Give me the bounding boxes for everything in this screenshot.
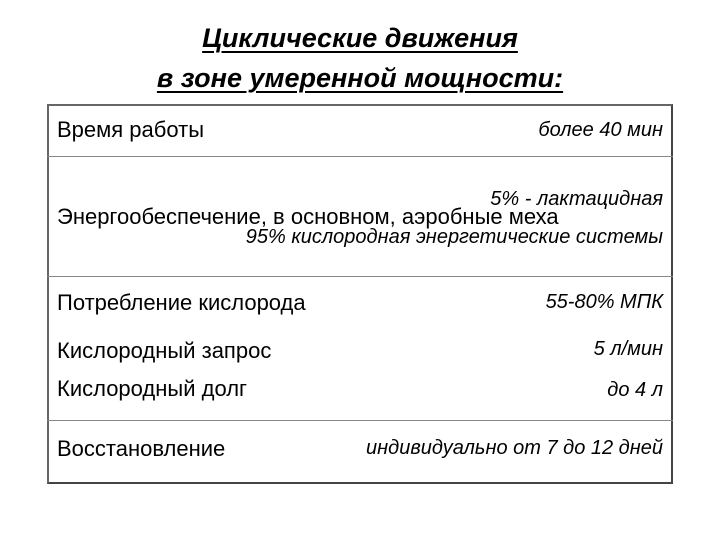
value-energy-line-1: 5% - лактацидная — [490, 188, 663, 210]
label-recovery: Восстановление — [57, 436, 226, 461]
value-work-time: более 40 мин — [538, 119, 663, 141]
value-recovery: индивидуально от 7 до 12 дней — [366, 437, 663, 459]
value-oxygen-consumption: 55-80% МПК — [545, 291, 663, 313]
slide-title — [0, 18, 720, 98]
label-work-time: Время работы — [57, 117, 205, 142]
value-energy-line-2: 95% кислородная энергетические системы — [245, 226, 663, 248]
label-energy-supply: Энергообеспечение, в основном, аэробные меха — [57, 204, 559, 229]
title-line-2: в зоне умеренной мощности: — [156, 63, 564, 93]
value-oxygen-demand: 5 л/мин — [593, 338, 663, 360]
label-oxygen-demand: Кислородный запрос — [57, 338, 272, 363]
row-divider — [47, 276, 673, 277]
row-divider — [47, 420, 673, 421]
label-oxygen-debt: Кислородный долг — [57, 376, 248, 401]
value-oxygen-debt: до 4 л — [607, 379, 663, 401]
row-divider — [47, 156, 673, 157]
title-line-1: Циклические движения — [202, 23, 518, 53]
label-oxygen-consumption: Потребление кислорода — [57, 290, 306, 315]
